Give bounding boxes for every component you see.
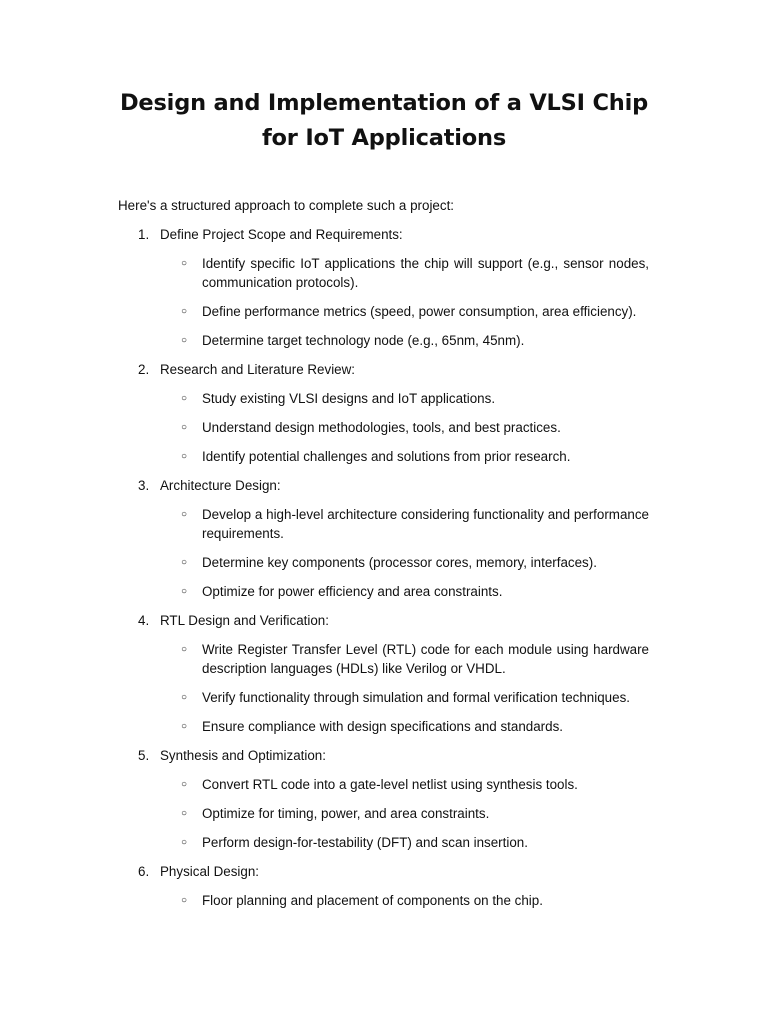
bullet-icon: ○ — [181, 393, 188, 404]
sub-list — [0, 254, 768, 350]
step-item — [0, 225, 768, 350]
sub-item-text: Floor planning and placement of components on the chip. — [202, 893, 543, 908]
bullet-icon: ○ — [181, 692, 188, 703]
sub-item — [0, 640, 768, 678]
sub-item — [0, 833, 768, 852]
sub-item-text: Identify specific IoT applications the chip will support (e.g., sensor nodes, communication protocols). — [202, 256, 649, 290]
step-number: 5. — [138, 748, 150, 763]
step-number: 6. — [138, 864, 150, 879]
bullet-icon: ○ — [181, 644, 188, 655]
bullet-icon: ○ — [181, 895, 188, 906]
bullet-icon: ○ — [181, 422, 188, 433]
step-item — [0, 746, 768, 852]
sub-item — [0, 302, 768, 321]
bullet-icon: ○ — [181, 451, 188, 462]
sub-item — [0, 688, 768, 707]
step-number: 3. — [138, 478, 150, 493]
sub-item — [0, 804, 768, 823]
sub-item — [0, 254, 768, 292]
bullet-icon: ○ — [181, 509, 188, 520]
step-number: 2. — [138, 362, 150, 377]
sub-item-text: Study existing VLSI designs and IoT applications. — [202, 391, 496, 406]
sub-list — [0, 775, 768, 852]
bullet-icon: ○ — [181, 557, 188, 568]
sub-list — [0, 389, 768, 466]
step-label: RTL Design and Verification: — [160, 613, 329, 628]
step-label: Research and Literature Review: — [160, 362, 356, 377]
bullet-icon: ○ — [181, 306, 188, 317]
document-title: Design and Implementation of a VLSI Chip for IoT Applications — [119, 90, 649, 151]
step-item — [0, 862, 768, 910]
sub-item-text: Convert RTL code into a gate-level netlist using synthesis tools. — [202, 777, 578, 792]
sub-item — [0, 389, 768, 408]
bullet-icon: ○ — [181, 586, 188, 597]
bullet-icon: ○ — [181, 808, 188, 819]
sub-list — [0, 505, 768, 601]
step-label: Define Project Scope and Requirements: — [160, 227, 403, 242]
step-item — [0, 360, 768, 466]
bullet-icon: ○ — [181, 721, 188, 732]
sub-item-text: Understand design methodologies, tools, and best practices. — [202, 420, 561, 435]
step-number: 4. — [138, 613, 150, 628]
sub-item-text: Perform design-for-testability (DFT) and scan insertion. — [202, 835, 528, 850]
sub-item-text: Define performance metrics (speed, power consumption, area efficiency). — [202, 304, 637, 319]
sub-item — [0, 553, 768, 572]
sub-item — [0, 717, 768, 736]
step-item — [0, 476, 768, 601]
sub-item-text: Ensure compliance with design specifications and standards. — [202, 719, 564, 734]
sub-item — [0, 418, 768, 437]
steps-list — [0, 225, 768, 920]
sub-item-text: Determine key components (processor cores, memory, interfaces). — [202, 555, 597, 570]
sub-item-text: Verify functionality through simulation and formal verification techniques. — [202, 690, 630, 705]
sub-item-text: Optimize for power efficiency and area constraints. — [202, 584, 503, 599]
sub-list — [0, 891, 768, 910]
sub-item — [0, 891, 768, 910]
step-label: Synthesis and Optimization: — [160, 748, 326, 763]
sub-item — [0, 582, 768, 601]
bullet-icon: ○ — [181, 779, 188, 790]
sub-item-text: Determine target technology node (e.g., 65nm, 45nm). — [202, 333, 525, 348]
bullet-icon: ○ — [181, 258, 188, 269]
sub-item — [0, 505, 768, 543]
step-label: Architecture Design: — [160, 478, 281, 493]
bullet-icon: ○ — [181, 335, 188, 346]
bullet-icon: ○ — [181, 837, 188, 848]
sub-item-text: Identify potential challenges and solutions from prior research. — [202, 449, 571, 464]
sub-item-text: Optimize for timing, power, and area constraints. — [202, 806, 490, 821]
sub-item — [0, 775, 768, 794]
sub-item — [0, 331, 768, 350]
step-number: 1. — [138, 227, 150, 242]
step-item — [0, 611, 768, 736]
sub-list — [0, 640, 768, 736]
step-label: Physical Design: — [160, 864, 259, 879]
sub-item-text: Write Register Transfer Level (RTL) code for each module using hardware description languages (HDLs) like Verilog or VHDL. — [202, 642, 649, 676]
sub-item — [0, 447, 768, 466]
sub-item-text: Develop a high-level architecture considering functionality and performance requirements. — [202, 507, 649, 541]
intro-paragraph: Here's a structured approach to complete such a project: — [118, 198, 455, 213]
